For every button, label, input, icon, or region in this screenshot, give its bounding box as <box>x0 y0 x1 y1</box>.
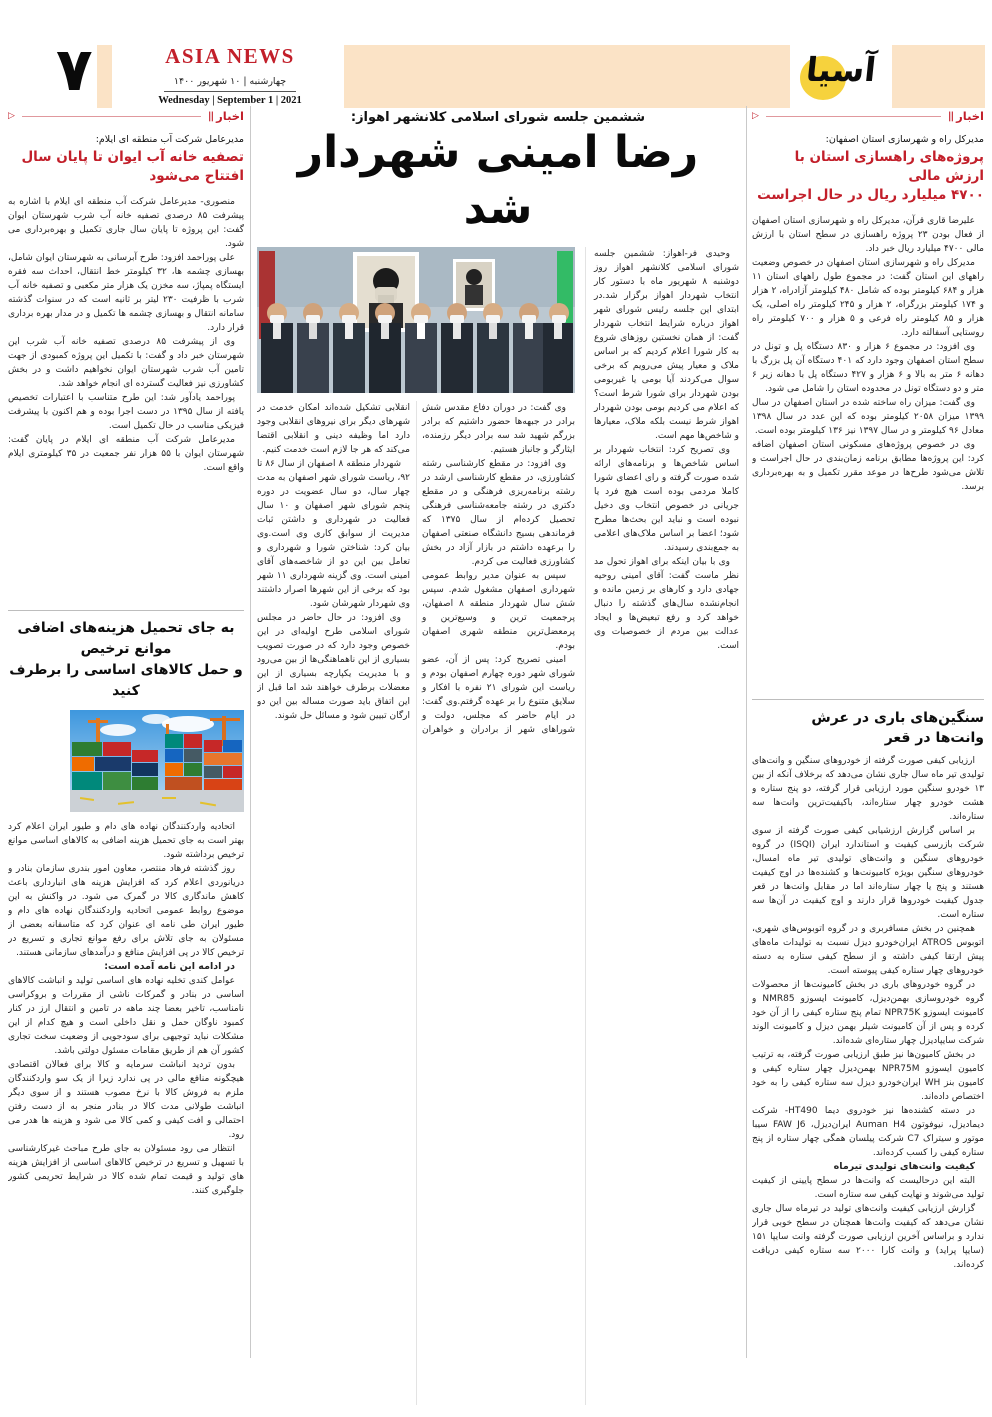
body-paragraph: سپس به عنوان مدیر روابط عمومی شهرداری اصفهان مشغول شدم. سپس شش سال شهردار منطقه ۸ اصفهان، پرجمعیت ترین و وسیع‌ترین و پرمعضل‌ترین منطقه شهری اصفهان بودم. <box>422 571 575 651</box>
page-number: ۷ <box>56 35 93 105</box>
body-paragraph: عوامل کندی تخلیه نهاده های اساسی تولید و انباشت کالاهای اساسی در بنادر و گمرکات ناشی از مقررات و بروکراسی نامناسب، تاخیر بعضا چند ماهه در تامین و انتقال ارز در کنار کمبود ناوگان حمل و نقل داخلی است و هیچ کدام از این مشکلات نباید توجیهی برای سودجویی از وضعیت سخت تجاری کشور آن هم از طریق مقامات مسئول دولتی باشد. <box>8 976 244 1056</box>
body-paragraph: در بخش کامیون‌ها نیز طبق ارزیابی صورت گرفته، به ترتیب کامیون ایسوزو NPR75M بهمن‌دیزل چهار ستاره کیفی و کامیون بنز WH ایران‌خودرو دیزل سه ستاره کیفی را به خود اختصاص داده‌اند. <box>752 1050 984 1102</box>
lead-article-columns <box>257 247 739 1405</box>
masthead-band-corner <box>892 45 985 108</box>
article-body <box>752 214 984 692</box>
article-body <box>8 195 244 603</box>
body-paragraph: اتحادیه واردکنندگان نهاده های دام و طیور ایران اعلام کرد بهتر است به جای تحمیل هزینه اضافی به کالاهای اساسی موانع ترخیص برداشته شود. <box>8 822 244 860</box>
brand-title: ASIA NEWS <box>165 44 295 68</box>
section-bars-icon: || <box>947 110 954 122</box>
body-paragraph: انتظار می رود مسئولان به جای طرح مباحث غیرکارشناسی با تسهیل و تسریع در ترخیص کالاهای اساسی از افزایش هزینه های تولید و قیمت تمام شده کالا در شرایط تحریمی کشور جلوگیری کنند. <box>8 1144 244 1196</box>
left-news-column <box>8 104 244 1368</box>
lead-continuation-columns <box>257 401 575 1405</box>
body-paragraph: مدیرعامل شرکت آب منطقه ای ایلام در پایان گفت: شهرستان ایوان با ۵۵ هزار نفر جمعیت در ۳۵ کیلومتری ایلام واقع است. <box>8 435 244 473</box>
column-divider <box>746 106 747 1358</box>
secondary-portrait <box>453 259 495 311</box>
body-paragraph: وی با بیان اینکه برای اهواز تحول مد نظر ماست گفت: آقای امینی روحیه جهادی دارد و کارهای بر زمین مانده و انجام‌نشده سال‌های گذشته را دنبال خواهد کرد و رفع تبعیض‌ها و ایجاد عدالت بین مردم از خصوصیات وی است. <box>594 557 739 651</box>
section-bars-icon: || <box>207 110 214 122</box>
news-section-label: اخبار || <box>947 109 984 123</box>
news-section-header <box>8 108 244 124</box>
article-headline: پروژه‌های راهسازی استان با ارزش مالی ۴۷۰۰ میلیارد ریال در حال اجراست <box>757 149 984 203</box>
logo-calligraphy: آسیا <box>804 50 878 89</box>
body-paragraph: روز گذشته فرهاد منتصر، معاون امور بندری سازمان بنادر و دریانوردی اعلام کرد که افزایش هزینه های انبارداری باعث کاهش ماندگاری کالا در گمرک می شود. در واکنش به این موضوع روابط عمومی اتحادیه واردکنندگان نهاده های دام و طیور ایران طی نامه ای عنوان کرد که متاسفانه بعضی از مسئولان به جای تلاش برای رفع موانع تجاری و تسریع در ترخیص کالا در پی افزایش منافع و درآمدهای سازمانی هستند. <box>8 864 244 958</box>
lead-headline: رضا امینی شهردار شد <box>297 127 699 234</box>
section-rule <box>766 116 941 117</box>
article-headline: به جای تحمیل هزینه‌های اضافی موانع ترخیص و حمل کالاهای اساسی را برطرف کنید <box>9 620 243 699</box>
article-body <box>752 754 984 1372</box>
body-paragraph: وی تصریح کرد: انتخاب شهردار بر اساس شاخص‌ها و برنامه‌های ارائه شده صورت گرفته و رای اعضای شورا کاملا مردمی بوده است هیچ فرد یا جریانی در خصوص انتخاب وی دخیل نبوده است و نباید این بحث‌ها مطرح شود؛ اعضا بر اساس ملاک‌های اعلامی به جمع‌بندی رسیدند. <box>594 445 739 553</box>
body-paragraph: در گروه خودروهای باری در بخش کامیونت‌ها از محصولات گروه خودروسازی بهمن‌دیزل، کامیونت ایسوزو NMR85 و کامیونت ایسوزو NPR75K تمام پنج ستاره کیفی را از آن خود کرده و پس از آن کامیونت شیلر بهمن دیزل و کامیونت الوند شرکت سایپادیزل چهار ستاره‌ای شده‌اند. <box>752 980 984 1046</box>
lead-kicker: ششمین جلسه شورای اسلامی کلانشهر اهواز: <box>350 110 646 125</box>
masthead-band <box>344 45 790 108</box>
body-paragraph: علی پوراحمد افزود: طرح آبرسانی به شهرستان ایوان شامل، بهسازی چشمه ها، ۳۲ کیلومتر خط انتقال، احداث سه فقره ایستگاه پمپاژ، سه مخزن یک هزار متر مکعبی و تصفیه خانه آب شرب با ظرفیت ۲۳۰ لیتر بر ثانیه است که در سنوات گذشته سامانه انتقال و بهسازی چشمه ها تکمیل و در مدار بهره برداری قرار دارد. <box>8 253 244 333</box>
body-subhead: کیفیت وانت‌های تولیدی تیرماه <box>833 1161 975 1172</box>
news-section-header <box>752 108 984 124</box>
date-persian: چهارشنبه | ۱۰ شهریور ۱۴۰۰ <box>164 74 296 92</box>
body-paragraph: وحیدی فر-اهواز: ششمین جلسه شورای اسلامی کلانشهر اهواز روز دوشنبه ۸ شهریور ماه با دستور کار انتخاب شهردار اهواز برگزار شد.در ابتدای این جلسه رئیس شورای شهر اهواز درباره شرایط انتخاب شهردار گفت: از همان نخستین روزهای شروع به کار شورا اعلام کردیم که بر اساس ملاک و معیار پیش می‌رویم که برخی سوال می‌کردند آیا بومی یا غیربومی بودن شهردار برای شورا شرط است؟ که اعلام می کردیم بومی بودن شهردار اهواز شرط نیست بلکه ملاک، معیارها و شاخص‌ها مهم است. <box>594 249 739 441</box>
body-paragraph: امینی تصریح کرد: پس از آن، عضو شورای شهر دوره چهارم اصفهان بودم و ریاست این شورای ۲۱ نفره با افکار و سلایق متنوع را بر عهده گرفتم.وی گفت: در ایام حاضر که مجلس، دولت و شوراهای شهر از برادران و خواهران انقلابی تشکیل شده‌اند امکان خدمت در شهرهای دیگر برای نیروهای انقلابی وجود دارد اما وظیفه دینی و انقلابی اقتضا می‌کند که هر جا لازم است خدمت کنیم. <box>257 403 575 735</box>
article-kicker: مدیرعامل شرکت آب منطقه ای ایلام: <box>95 134 244 145</box>
body-paragraph: علیرضا قاری قرآن، مدیرکل راه و شهرسازی استان اصفهان از فعال بودن ۲۳ پروژه راهسازی در سطح استان با ارزش مالی ۴۷۰۰ میلیارد ریال خبر داد. <box>752 216 984 254</box>
right-news-column <box>752 104 984 1372</box>
body-paragraph: وی گفت: میزان راه ساخته شده در استان اصفهان در سال ۱۳۹۹ میزان ۲۰۵۸ کیلومتر بوده که این عدد در سال ۱۳۹۸ معادل ۹۶ کیلومتر و در سال ۱۳۹۷ نیز ۱۳۶ کیلومتر بوده است. <box>752 398 984 436</box>
body-paragraph: وی در خصوص پروژه‌های مسکونی استان اصفهان اضافه کرد: این پروژه‌ها مطابق برنامه زمان‌بندی در حال اجراست و تلاش می‌شود طرح‌ها در موعد مقرر تکمیل و به بهره‌برداری برسد. <box>752 440 984 492</box>
article-divider <box>752 699 984 700</box>
council-session-photo <box>257 247 575 393</box>
article-kicker: مدیرکل راه و شهرسازی استان اصفهان: <box>825 134 984 145</box>
newspaper-logo <box>792 40 890 108</box>
body-paragraph: شهردار منطقه ۸ اصفهان از سال ۸۶ تا ۹۲، ریاست شورای شهر اصفهان به مدت چهار سال، دو سال عضویت در دوره پنجم شورای شهر اصفهان و ۱۰ سال فعالیت در شهرداری و داشتن ثبات مدیریت از سوابق کاری وی است.وی بیان کرد: شناختن شورا و شهرداری و تعامل بین این دو از شاخصه‌های آقای امینی است. وی گزینه شهرداری ۱۱ شهر بود که برخی از این شهرها اصرار داشتند وی شهردار شهرشان شود. <box>257 459 410 609</box>
body-paragraph: وی از پیشرفت ۸۵ درصدی تصفیه خانه آب شرب این شهرستان خبر داد و گفت: با تکمیل این پروژه کمبودی از جهت تامین آب شرب شهرستان ایوان نخواهیم داشت و در بخش کشاورزی نیز فعالیت گسترده ای انجام خواهد شد. <box>8 337 244 389</box>
body-paragraph: منصوری- مدیرعامل شرکت آب منطقه ای ایلام با اشاره به پیشرفت ۸۵ درصدی تصفیه خانه آب شرب شهرستان ایوان گفت: این پروژه تا پایان سال جاری تکمیل و بهره‌برداری می شود. <box>8 197 244 249</box>
body-paragraph: وی افزود: در حال حاضر در مجلس شورای اسلامی طرح اولیه‌ای در این خصوص وجود دارد که در صورت تصویب بسیاری از این ناهماهنگی‌ها از بین می‌رود و با مدیریت یکپارچه بسیاری از این معضلات برطرف خواهند شد اما قبل از این اتفاق باید صورت مساله بین این دو ارگان تبیین شود و مسائل حل شوند. <box>257 613 410 721</box>
body-paragraph: بر اساس گزارش ارزشیابی کیفی صورت گرفته از سوی شرکت بازرسی کیفیت و استاندارد ایران (ISQI) در گروه خودروهای سنگین و وانت‌های تولیدی تیر ماه امسال، خودروهای سنگین بویژه کامیونت‌ها و کشنده‌ها در اوج کیفیت هستند و پنج یا چهار ستاره‌اند اما در مقابل وانت‌ها در قعر جدول کیفیت خودروها قرار دارند و اوج کیفیت در آن‌ها سه ستاره است. <box>752 826 984 920</box>
section-arrow-icon: ▷ <box>8 111 15 121</box>
body-paragraph: مدیرکل راه و شهرسازی استان اصفهان در خصوص وضعیت راههای این استان گفت: در مجموع طول راههای استان ۱۱ هزار و ۶۸۴ کیلومتر بوده که شامل ۴۸۰ کیلومتر آزادراه، ۲ هزار و ۱۷۴ کیلومتر بزرگراه، ۲ هزار و ۲۴۵ کیلومتر راه اصلی، یک هزار و ۸۵ کیلومتر راه فرعی و ۵ هزار و ۷۰۰ کیلومتر راه روستایی آسفالته دارد. <box>752 258 984 338</box>
body-paragraph: ارزیابی کیفی صورت گرفته از خودروهای سنگین و وانت‌های تولیدی تیر ماه سال جاری نشان می‌دهد که برخلاف آنکه از بین ۱۳ خودرو سنگین مورد ارزیابی قرار گرفته، دو پنج ستاره و هشت خودرو چهار ستاره‌اند، باکیفیت‌ترین وانت‌ها سه ستاره‌اند. <box>752 756 984 822</box>
body-paragraph: وی افزود: در مجموع ۶ هزار و ۸۳۰ دستگاه پل و تونل در سطح استان اصفهان وجود دارد که ۴۰۱ دستگاه آن پل بزرگ با دهانه ۶ متر به بالا و ۶ هزار و ۴۲۷ دستگاه پل با دهانه زیر ۶ متر و دو دستگاه تونل در محدوده استان را شامل می شود. <box>752 342 984 394</box>
date-english: Wednesday | September 1 | 2021 <box>158 95 302 106</box>
section-rule <box>22 116 201 117</box>
masthead-band-strip <box>97 45 112 108</box>
body-paragraph: وی افزود: در مقطع کارشناسی رشته کشاورزی، در مقطع کارشناسی ارشد در رشته برنامه‌ریزی فرهنگی و در مقطع دکتری در رشته جامعه‌شناسی فرهنگی تحصیل کرده‌ام از سال ۱۳۷۵ که فرماندهی بسیج دانشگاه صنعتی اصفهان را برعهده داشتم در بازار آزاد در بخش کشاورزی فعالیت می کردم. <box>422 459 575 567</box>
lead-photo-columns <box>257 247 575 1405</box>
news-section-label: اخبار || <box>207 109 244 123</box>
masthead-box <box>116 43 344 109</box>
article-body <box>8 820 244 1368</box>
body-subhead: در ادامه این نامه آمده است: <box>104 961 235 972</box>
column-divider <box>250 106 251 1358</box>
body-paragraph: بدون تردید انباشت سرمایه و کالا برای فعالان اقتصادی هیچگونه منافع مالی در پی ندارد زیرا از یک سو واردکنندگان ملزم به فروش کالا با نرخ مصوب هستند و از سوی دیگر انباشت طولانی مدت کالا در بنادر منجر به از دست رفتن احتمالی و افت کیفی و کمی کالا می شود و هزینه ها هدر می رود. <box>8 1060 244 1140</box>
article-headline: سنگین‌های باری در عرش وانت‌ها در قعر <box>811 710 984 746</box>
body-paragraph: گزارش ارزیابی کیفیت وانت‌های تولید در تیرماه سال جاری نشان می‌دهد که کیفیت وانت‌ها همچنان در سطح خوبی قرار ندارد و براساس آخرین ارزیابی صورت گرفته وانت سایپا ۱۵۱ (سایپا پراید) و وانت کارا ۲۰۰۰ سه ستاره کیفی دریافت کرده‌اند. <box>752 1204 984 1270</box>
lead-first-column <box>585 247 739 1405</box>
body-paragraph: همچنین در بخش مسافربری و در گروه اتوبوس‌های شهری، اتوبوس ATROS ایران‌خودرو دیزل نسبت به تولیدات ماه‌های پیش ارتقا کیفی داشته و از سطح کیفی ستاره به دسته خودروهای چهار ستاره کیفی پیوسته است. <box>752 924 984 976</box>
center-lead-article <box>257 104 739 1405</box>
section-arrow-icon: ▷ <box>752 111 759 121</box>
body-paragraph: وی گفت: در دوران دفاع مقدس شش برادر در جبهه‌ها حضور داشتیم که برادر بزرگم شهید شد سه برادر دیگر رزمنده، ایثارگر و جانباز هستیم. <box>422 403 575 455</box>
body-paragraph: البته این درحالیست که وانت‌ها در سطح پایینی از کیفیت تولید می‌شوند و نهایت کیفی سه ستاره است. <box>752 1176 984 1200</box>
body-paragraph: پوراحمد یادآور شد: این طرح متناسب با اعتبارات تخصیص یافته از سال ۱۳۹۵ در دست اجرا بوده و هم اکنون با پیشرفت فیزیکی مناسب در حال تکمیل است. <box>8 393 244 431</box>
article-headline: تصفیه خانه آب ایوان تا پایان سال افتتاح می‌شود <box>21 149 244 184</box>
containers-port-photo <box>70 710 244 812</box>
body-paragraph: در دسته کشنده‌ها نیز خودروی دیما HT490- شرکت دیمادیزل، نیوفوتون Auman H4 ایران‌دیزل، FAW J6 سیبا موتور و سیتراک C7 شرکت پیلسان همگی چهار ستاره از پنج ستاره کیفی را کسب کرده‌اند. <box>752 1106 984 1158</box>
article-divider <box>8 610 244 611</box>
